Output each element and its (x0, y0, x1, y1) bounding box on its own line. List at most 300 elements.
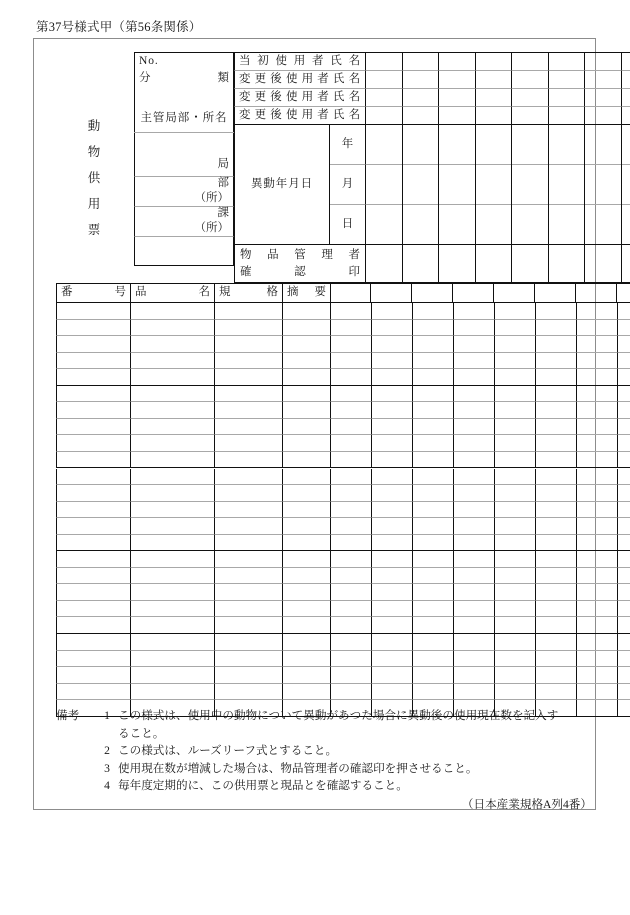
quantity-cell (535, 402, 576, 419)
quantity-cell (453, 667, 494, 684)
item-cell-item_name (130, 386, 214, 403)
quantity-cell (453, 617, 494, 634)
quantity-cell (330, 336, 371, 353)
quantity-cell (494, 502, 535, 519)
quantity-cell (412, 651, 453, 668)
quantity-cell (453, 485, 494, 502)
item-cell-number (56, 353, 130, 370)
quantity-cell (412, 386, 453, 403)
quantity-cell (576, 419, 617, 436)
quantity-cell (576, 667, 617, 684)
quantity-cell (371, 584, 412, 601)
item-cell-number (56, 584, 130, 601)
quantity-cell (330, 469, 371, 486)
quantity-cell (576, 535, 617, 552)
quantity-cell (494, 369, 535, 386)
item-cell-item_name (130, 617, 214, 634)
quantity-cell (453, 452, 494, 469)
quantity-cell (330, 452, 371, 469)
quantity-cell (412, 402, 453, 419)
item-cell-remark (282, 353, 330, 370)
remark-number: 2 (104, 744, 110, 758)
item-cell-spec (214, 502, 282, 519)
item-cell-number (56, 402, 130, 419)
quantity-cell (535, 584, 576, 601)
quantity-cell (371, 634, 412, 651)
quantity-cell (535, 485, 576, 502)
quantity-cell (453, 502, 494, 519)
quantity-cell (494, 320, 535, 337)
remark-item (56, 760, 576, 778)
item-cell-item_name (130, 353, 214, 370)
quantity-cell (535, 651, 576, 668)
quantity-cell (453, 369, 494, 386)
quantity-cell (576, 568, 617, 585)
quantity-cell (617, 369, 630, 386)
quantity-cell (535, 353, 576, 370)
item-cell-item_name (130, 551, 214, 568)
quantity-cell (576, 452, 617, 469)
item-cell-item_name (130, 601, 214, 618)
quantity-cell (494, 386, 535, 403)
quantity-cell (535, 386, 576, 403)
quantity-cell (576, 469, 617, 486)
remarks-block (56, 707, 576, 795)
remark-text: 使用現在数が増減した場合は、物品管理者の確認印を押させること。 (118, 761, 478, 775)
remark-item (56, 707, 576, 725)
item-cell-number (56, 634, 130, 651)
quantity-cell (617, 667, 630, 684)
quantity-cell (453, 419, 494, 436)
quantity-cell (576, 684, 617, 701)
item-cell-number (56, 568, 130, 585)
item-cell-item_name (130, 667, 214, 684)
quantity-cell (330, 320, 371, 337)
user-name-label-2: 変更後使用者氏名 (239, 90, 361, 103)
quantity-cell (412, 617, 453, 634)
quantity-cell (412, 320, 453, 337)
quantity-cell (371, 651, 412, 668)
quantity-cell (535, 601, 576, 618)
quantity-cell (371, 601, 412, 618)
quantity-cell (330, 617, 371, 634)
date-unit-年: 年 (341, 137, 354, 150)
item-cell-remark (282, 303, 330, 320)
user-name-label-1: 変更後使用者氏名 (239, 72, 361, 85)
item-cell-number (56, 386, 130, 403)
transfer-date-label: 異動年月日 (250, 177, 314, 190)
quantity-cell (576, 601, 617, 618)
vertical-title-char-4: 票 (87, 223, 101, 237)
item-cell-spec (214, 684, 282, 701)
quantity-cell (371, 502, 412, 519)
quantity-cell (535, 634, 576, 651)
item-cell-number (56, 601, 130, 618)
quantity-cell (371, 336, 412, 353)
confirmation-line-1: 物 品 管 理 者 (240, 248, 360, 261)
quantity-cell (453, 353, 494, 370)
item-cell-spec (214, 435, 282, 452)
quantity-cell (412, 535, 453, 552)
quantity-cell (576, 303, 617, 320)
quantity-cell (453, 584, 494, 601)
user-name-label-0: 当初使用者氏名 (239, 54, 361, 67)
item-cell-spec (214, 651, 282, 668)
quantity-cell (617, 568, 630, 585)
quantity-cell (371, 684, 412, 701)
quantity-cell (453, 601, 494, 618)
quantity-cell (617, 419, 630, 436)
date-unit-月: 月 (341, 177, 354, 190)
category-cell: 分 類 (139, 72, 229, 85)
quantity-cell (453, 435, 494, 452)
remark-text: 毎年度定期的に、この供用票と現品とを確認すること。 (118, 779, 408, 793)
quantity-cell (412, 353, 453, 370)
quantity-cell (330, 634, 371, 651)
item-cell-remark (282, 584, 330, 601)
quantity-cell (617, 320, 630, 337)
item-cell-spec (214, 518, 282, 535)
item-cell-spec (214, 320, 282, 337)
column-header-spec: 規 格 (219, 286, 278, 299)
quantity-cell (617, 584, 630, 601)
quantity-cell (453, 651, 494, 668)
item-cell-item_name (130, 502, 214, 519)
item-cell-number (56, 320, 130, 337)
item-cell-remark (282, 535, 330, 552)
item-cell-spec (214, 535, 282, 552)
quantity-cell (576, 634, 617, 651)
item-cell-item_name (130, 584, 214, 601)
quantity-cell (412, 419, 453, 436)
section-cell: 課 (217, 207, 229, 220)
quantity-cell (535, 320, 576, 337)
quantity-cell (494, 617, 535, 634)
form-number-heading: 第37号様式甲（第56条関係） (36, 20, 202, 34)
quantity-cell (576, 386, 617, 403)
item-cell-spec (214, 617, 282, 634)
item-cell-remark (282, 684, 330, 701)
quantity-cell (494, 419, 535, 436)
quantity-cell (494, 353, 535, 370)
quantity-cell (617, 684, 630, 701)
quantity-cell (330, 518, 371, 535)
quantity-cell (412, 452, 453, 469)
quantity-cell (535, 369, 576, 386)
quantity-cell (494, 303, 535, 320)
quantity-cell (330, 353, 371, 370)
quantity-cell (617, 518, 630, 535)
quantity-cell (494, 435, 535, 452)
item-cell-spec (214, 601, 282, 618)
remark-text: この様式は、使用中の動物について異動があつた場合に異動後の使用現在数を記入す (118, 709, 559, 722)
quantity-cell (453, 518, 494, 535)
item-cell-item_name (130, 320, 214, 337)
item-cell-spec (214, 369, 282, 386)
quantity-cell (576, 502, 617, 519)
column-header-remark: 摘 要 (287, 286, 326, 299)
item-cell-number (56, 303, 130, 320)
quantity-cell (494, 452, 535, 469)
quantity-cell (617, 336, 630, 353)
quantity-cell (330, 419, 371, 436)
quantity-cell (412, 469, 453, 486)
quantity-cell (617, 435, 630, 452)
quantity-cell (494, 402, 535, 419)
quantity-cell (412, 336, 453, 353)
quantity-cell (535, 535, 576, 552)
quantity-cell (576, 402, 617, 419)
quantity-cell (535, 617, 576, 634)
item-cell-item_name (130, 684, 214, 701)
item-cell-item_name (130, 634, 214, 651)
quantity-cell (412, 634, 453, 651)
quantity-cell (535, 518, 576, 535)
quantity-cell (617, 535, 630, 552)
item-cell-number (56, 419, 130, 436)
item-cell-remark (282, 667, 330, 684)
item-cell-spec (214, 419, 282, 436)
quantity-cell (371, 518, 412, 535)
quantity-cell (330, 667, 371, 684)
quantity-cell (494, 634, 535, 651)
quantity-cell (371, 369, 412, 386)
item-cell-number (56, 617, 130, 634)
quantity-cell (412, 568, 453, 585)
item-cell-number (56, 684, 130, 701)
item-cell-spec (214, 667, 282, 684)
quantity-cell (576, 518, 617, 535)
quantity-cell (576, 435, 617, 452)
quantity-cell (617, 601, 630, 618)
item-cell-remark (282, 634, 330, 651)
item-cell-item_name (130, 402, 214, 419)
item-cell-spec (214, 634, 282, 651)
quantity-cell (330, 402, 371, 419)
user-name-label-3: 変更後使用者氏名 (239, 108, 361, 121)
vertical-title-char-2: 供 (87, 171, 101, 185)
item-cell-item_name (130, 336, 214, 353)
quantity-cell (617, 402, 630, 419)
quantity-cell (412, 518, 453, 535)
quantity-cell (576, 485, 617, 502)
remarks-label: 備考 (56, 709, 80, 722)
quantity-cell (371, 667, 412, 684)
quantity-cell (535, 469, 576, 486)
quantity-cell (453, 469, 494, 486)
quantity-cell (412, 485, 453, 502)
quantity-cell (371, 402, 412, 419)
quantity-cell (412, 684, 453, 701)
quantity-cell (494, 568, 535, 585)
quantity-cell (576, 700, 617, 717)
quantity-cell (371, 435, 412, 452)
item-cell-item_name (130, 369, 214, 386)
quantity-cell (494, 651, 535, 668)
department-sub: （所） (194, 191, 229, 204)
item-cell-number (56, 518, 130, 535)
quantity-cell (535, 684, 576, 701)
vertical-title-char-1: 物 (87, 145, 101, 159)
item-cell-item_name (130, 485, 214, 502)
quantity-cell (412, 502, 453, 519)
remark-item (56, 777, 576, 795)
item-cell-item_name (130, 452, 214, 469)
department-cell: 部 (217, 177, 229, 190)
item-cell-remark (282, 617, 330, 634)
paper-size-note: （日本産業規格A列4番） (461, 798, 592, 811)
quantity-cell (576, 353, 617, 370)
quantity-cell (494, 469, 535, 486)
quantity-cell (535, 502, 576, 519)
quantity-cell (617, 485, 630, 502)
quantity-cell (617, 469, 630, 486)
quantity-cell (617, 617, 630, 634)
quantity-cell (576, 336, 617, 353)
quantity-cell (494, 584, 535, 601)
item-cell-remark (282, 402, 330, 419)
date-unit-日: 日 (341, 217, 354, 230)
quantity-cell (330, 684, 371, 701)
quantity-cell (617, 452, 630, 469)
item-cell-remark (282, 369, 330, 386)
item-cell-item_name (130, 535, 214, 552)
quantity-cell (576, 320, 617, 337)
item-cell-spec (214, 336, 282, 353)
item-cell-remark (282, 518, 330, 535)
remark-text: この様式は、ルーズリーフ式とすること。 (118, 744, 338, 758)
item-cell-number (56, 551, 130, 568)
quantity-cell (453, 568, 494, 585)
item-cell-item_name (130, 651, 214, 668)
item-cell-number (56, 667, 130, 684)
item-cell-number (56, 485, 130, 502)
quantity-cell (576, 369, 617, 386)
quantity-cell (494, 551, 535, 568)
item-cell-spec (214, 485, 282, 502)
quantity-cell (535, 303, 576, 320)
item-cell-number (56, 369, 130, 386)
item-cell-remark (282, 485, 330, 502)
quantity-cell (371, 485, 412, 502)
quantity-cell (453, 336, 494, 353)
remark-number: 3 (104, 761, 110, 775)
item-cell-number (56, 502, 130, 519)
quantity-cell (330, 651, 371, 668)
quantity-cell (371, 386, 412, 403)
section-sub: （所） (194, 221, 229, 234)
item-cell-remark (282, 336, 330, 353)
quantity-cell (576, 617, 617, 634)
quantity-cell (494, 667, 535, 684)
quantity-cell (617, 353, 630, 370)
quantity-cell (453, 386, 494, 403)
quantity-cell (617, 386, 630, 403)
quantity-cell (535, 551, 576, 568)
quantity-cell (371, 419, 412, 436)
item-cell-spec (214, 402, 282, 419)
item-cell-spec (214, 303, 282, 320)
item-cell-remark (282, 551, 330, 568)
item-cell-item_name (130, 518, 214, 535)
item-cell-number (56, 336, 130, 353)
remark-number: 4 (104, 779, 110, 793)
vertical-title-char-3: 用 (87, 197, 101, 211)
quantity-cell (535, 568, 576, 585)
item-cell-spec (214, 469, 282, 486)
item-cell-spec (214, 551, 282, 568)
quantity-cell (412, 601, 453, 618)
quantity-cell (617, 502, 630, 519)
quantity-cell (330, 584, 371, 601)
quantity-cell (371, 535, 412, 552)
bureau-cell: 局 (217, 158, 229, 171)
quantity-cell (576, 584, 617, 601)
quantity-cell (617, 634, 630, 651)
quantity-cell (535, 667, 576, 684)
confirmation-line-2: 確 認 印 (240, 265, 360, 278)
quantity-cell (494, 485, 535, 502)
item-cell-spec (214, 353, 282, 370)
item-cell-remark (282, 601, 330, 618)
quantity-cell (371, 320, 412, 337)
quantity-cell (371, 353, 412, 370)
quantity-cell (453, 634, 494, 651)
item-cell-remark (282, 419, 330, 436)
quantity-cell (330, 485, 371, 502)
vertical-form-title (82, 113, 106, 243)
quantity-cell (330, 551, 371, 568)
confirmation-seal-label (235, 247, 365, 280)
quantity-cell (330, 535, 371, 552)
quantity-cell (617, 700, 630, 717)
quantity-cell (371, 452, 412, 469)
quantity-cell (453, 320, 494, 337)
quantity-cell (330, 303, 371, 320)
quantity-cell (412, 584, 453, 601)
item-cell-item_name (130, 568, 214, 585)
item-cell-remark (282, 502, 330, 519)
item-cell-number (56, 452, 130, 469)
quantity-cell (330, 435, 371, 452)
quantity-cell (371, 469, 412, 486)
item-cell-remark (282, 469, 330, 486)
quantity-cell (576, 651, 617, 668)
item-cell-number (56, 535, 130, 552)
quantity-cell (330, 601, 371, 618)
quantity-cell (535, 336, 576, 353)
quantity-cell (535, 419, 576, 436)
quantity-cell (330, 568, 371, 585)
item-cell-item_name (130, 469, 214, 486)
item-cell-spec (214, 568, 282, 585)
item-cell-number (56, 435, 130, 452)
quantity-cell (371, 568, 412, 585)
quantity-cell (330, 369, 371, 386)
quantity-cell (453, 684, 494, 701)
column-header-number: 番 号 (61, 286, 126, 299)
quantity-cell (535, 452, 576, 469)
item-cell-number (56, 469, 130, 486)
item-cell-item_name (130, 435, 214, 452)
quantity-cell (453, 402, 494, 419)
quantity-cell (412, 551, 453, 568)
quantity-cell (494, 684, 535, 701)
quantity-cell (535, 435, 576, 452)
quantity-cell (617, 651, 630, 668)
quantity-cell (371, 617, 412, 634)
quantity-cell (494, 535, 535, 552)
